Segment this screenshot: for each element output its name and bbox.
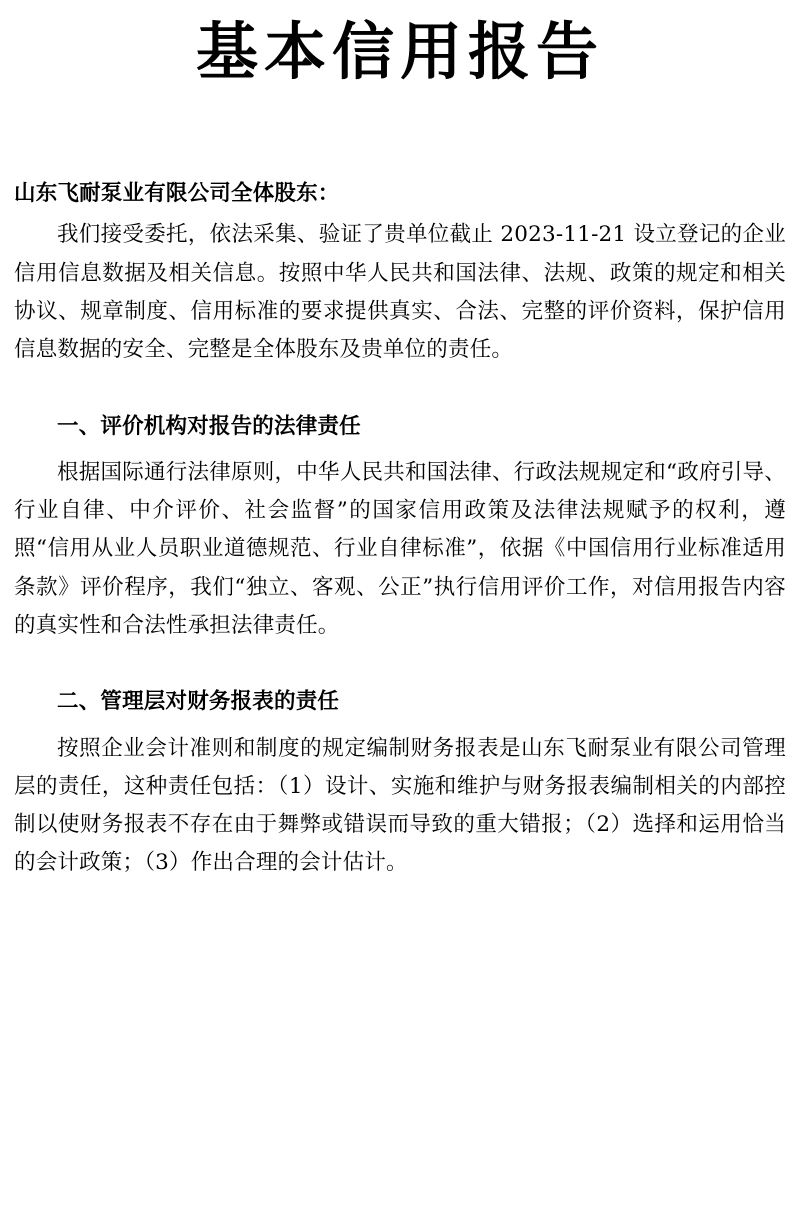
section-paragraph-1: 根据国际通行法律原则，中华人民共和国法律、行政法规规定和“政府引导、行业自律、中介评价、社会监督”的国家信用政策及法律法规赋予的权利，遵照“信用从业人员职业道德规范、行业自律标准”，依据《中国信用行业标准适用条款》评价程序，我们“独立、客观、公正”执行信用评价工作，对信用报告内容的真实性和合法性承担法律责任。	[14, 459, 786, 638]
title-spacer	[14, 86, 786, 178]
section-gap-1	[14, 370, 786, 410]
addressee-line: 山东飞耐泵业有限公司全体股东：	[14, 181, 340, 207]
section-heading-2: 二、管理层对财务报表的责任	[57, 689, 340, 715]
heading-gap-2	[14, 720, 786, 730]
section-heading-1: 一、评价机构对报告的法律责任	[57, 413, 361, 439]
heading-gap-1	[14, 444, 786, 454]
document-page	[0, 15, 800, 1224]
intro-paragraph: 我们接受委托，依法采集、验证了贵单位截止 2023-11-21 设立登记的企业信用信息数据及相关信息。按照中华人民共和国法律、法规、政策的规定和相关协议、规章制度、信用标准的要求提供真实、合法、完整的评价资料，保护信用信息数据的安全、完整是全体股东及贵单位的责任。	[14, 222, 786, 363]
section-gap-2	[14, 645, 786, 685]
section-paragraph-2: 按照企业会计准则和制度的规定编制财务报表是山东飞耐泵业有限公司管理层的责任，这种责任包括：（1）设计、实施和维护与财务报表编制相关的内部控制以使财务报表不存在由于舞弊或错误而导致的重大错报；（2）选择和运用恰当的会计政策；（3）作出合理的会计估计。	[14, 735, 786, 876]
page-title: 基本信用报告	[195, 15, 604, 88]
